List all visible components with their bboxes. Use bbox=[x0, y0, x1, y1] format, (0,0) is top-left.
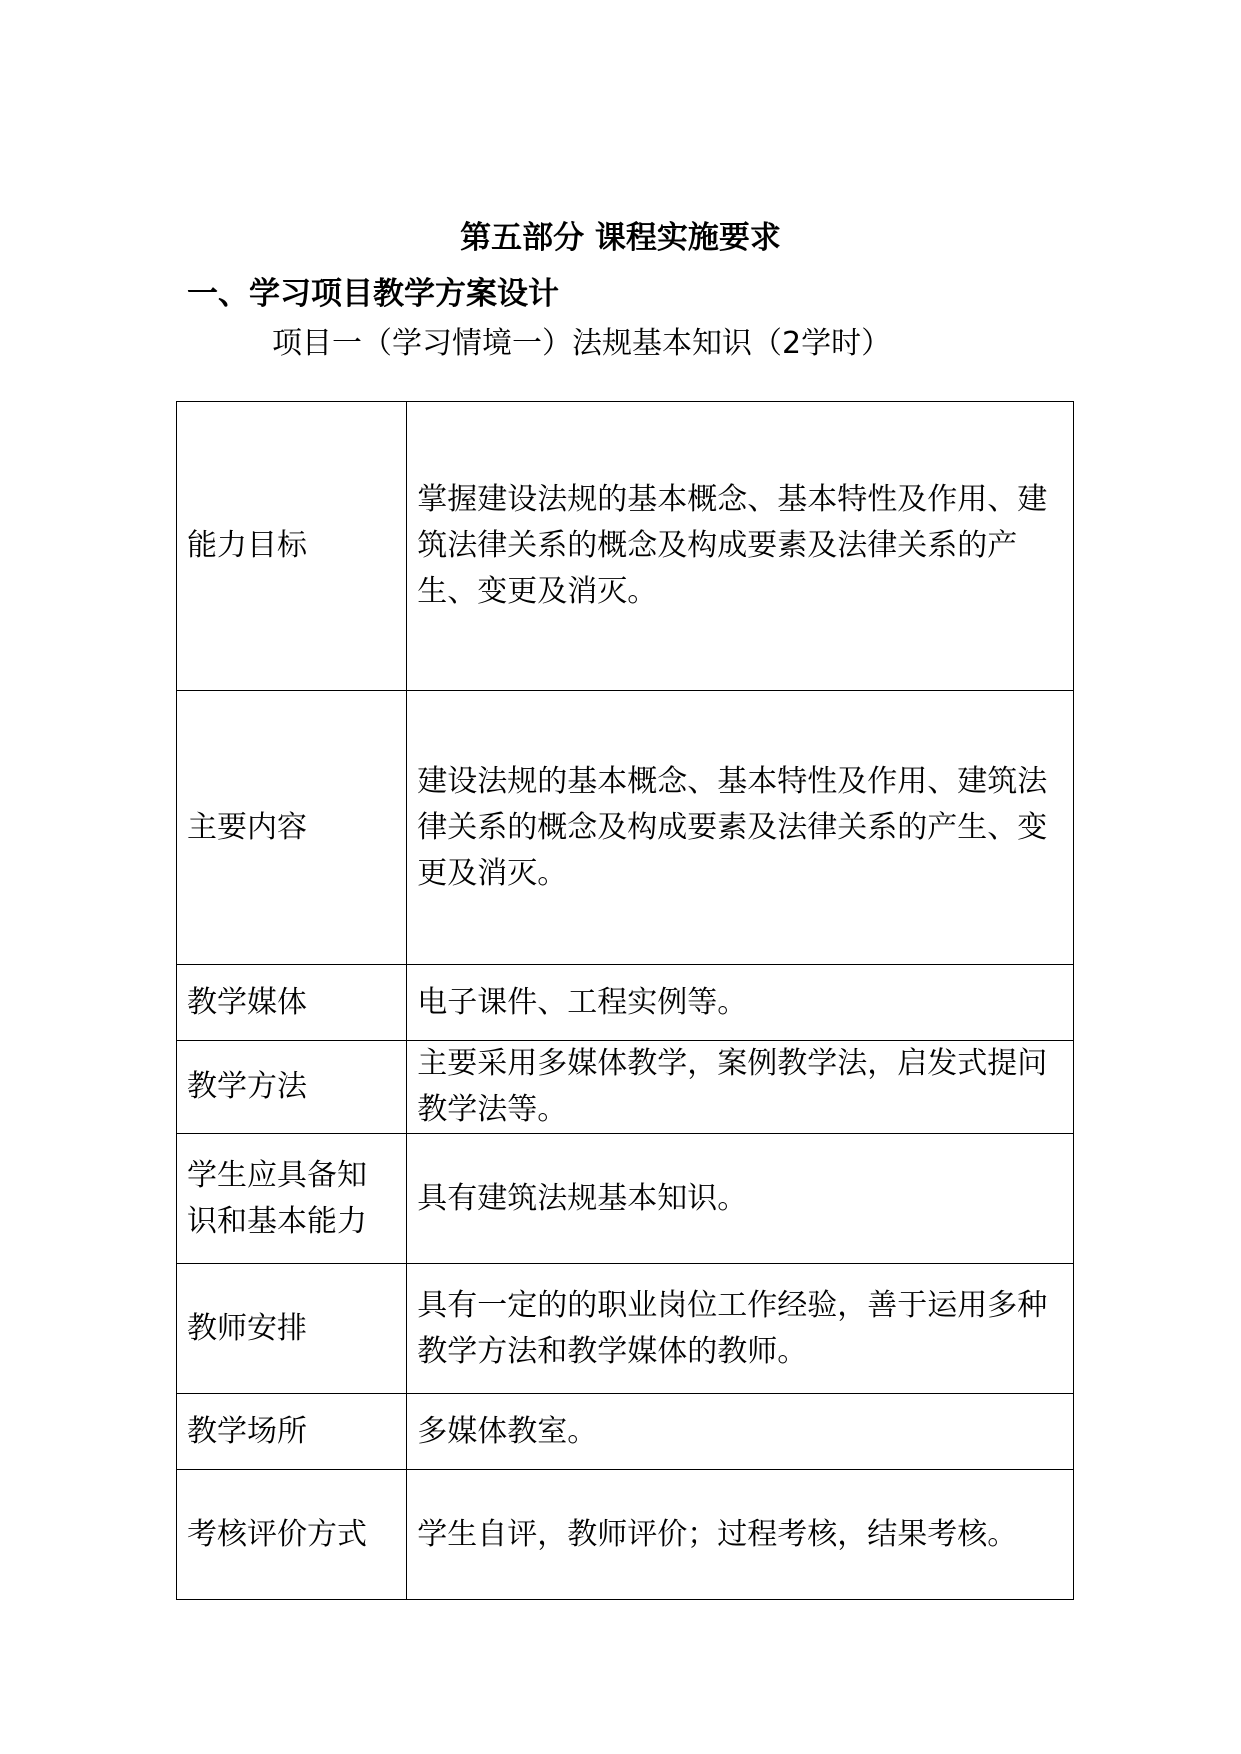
table-row-student-prerequisites bbox=[177, 1134, 1074, 1264]
row-content: 多媒体教室。 bbox=[407, 1394, 1074, 1470]
row-label: 教学媒体 bbox=[177, 965, 407, 1041]
row-content: 建设法规的基本概念、基本特性及作用、建筑法律关系的概念及构成要素及法律关系的产生、变更及消灭。 bbox=[407, 691, 1074, 965]
table-row-teaching-media bbox=[177, 965, 1074, 1041]
row-label: 教学方法 bbox=[177, 1041, 407, 1134]
row-content: 学生自评，教师评价；过程考核，结果考核。 bbox=[407, 1470, 1074, 1600]
row-label: 考核评价方式 bbox=[177, 1470, 407, 1600]
table-row-ability-goal bbox=[177, 402, 1074, 691]
row-content: 掌握建设法规的基本概念、基本特性及作用、建筑法律关系的概念及构成要素及法律关系的产生、变更及消灭。 bbox=[407, 402, 1074, 691]
row-label: 学生应具备知识和基本能力 bbox=[177, 1134, 407, 1264]
row-content: 具有一定的的职业岗位工作经验，善于运用多种教学方法和教学媒体的教师。 bbox=[407, 1264, 1074, 1394]
row-content: 主要采用多媒体教学，案例教学法，启发式提问教学法等。 bbox=[407, 1041, 1074, 1134]
table-row-teacher-arrangement bbox=[177, 1264, 1074, 1394]
row-label: 主要内容 bbox=[177, 691, 407, 965]
part-title: 第五部分 课程实施要求 bbox=[460, 220, 781, 256]
table-row-assessment-method bbox=[177, 1470, 1074, 1600]
row-label: 教学场所 bbox=[177, 1394, 407, 1470]
teaching-plan-table bbox=[176, 401, 1074, 1600]
table-row-teaching-method bbox=[177, 1041, 1074, 1134]
table-row-main-content bbox=[177, 691, 1074, 965]
row-content: 具有建筑法规基本知识。 bbox=[407, 1134, 1074, 1264]
row-label: 能力目标 bbox=[177, 402, 407, 691]
project-title: 项目一（学习情境一）法规基本知识（2学时） bbox=[272, 326, 892, 361]
row-label: 教师安排 bbox=[177, 1264, 407, 1394]
table-row-teaching-venue bbox=[177, 1394, 1074, 1470]
row-content: 电子课件、工程实例等。 bbox=[407, 965, 1074, 1041]
section-title: 一、学习项目教学方案设计 bbox=[187, 276, 559, 312]
